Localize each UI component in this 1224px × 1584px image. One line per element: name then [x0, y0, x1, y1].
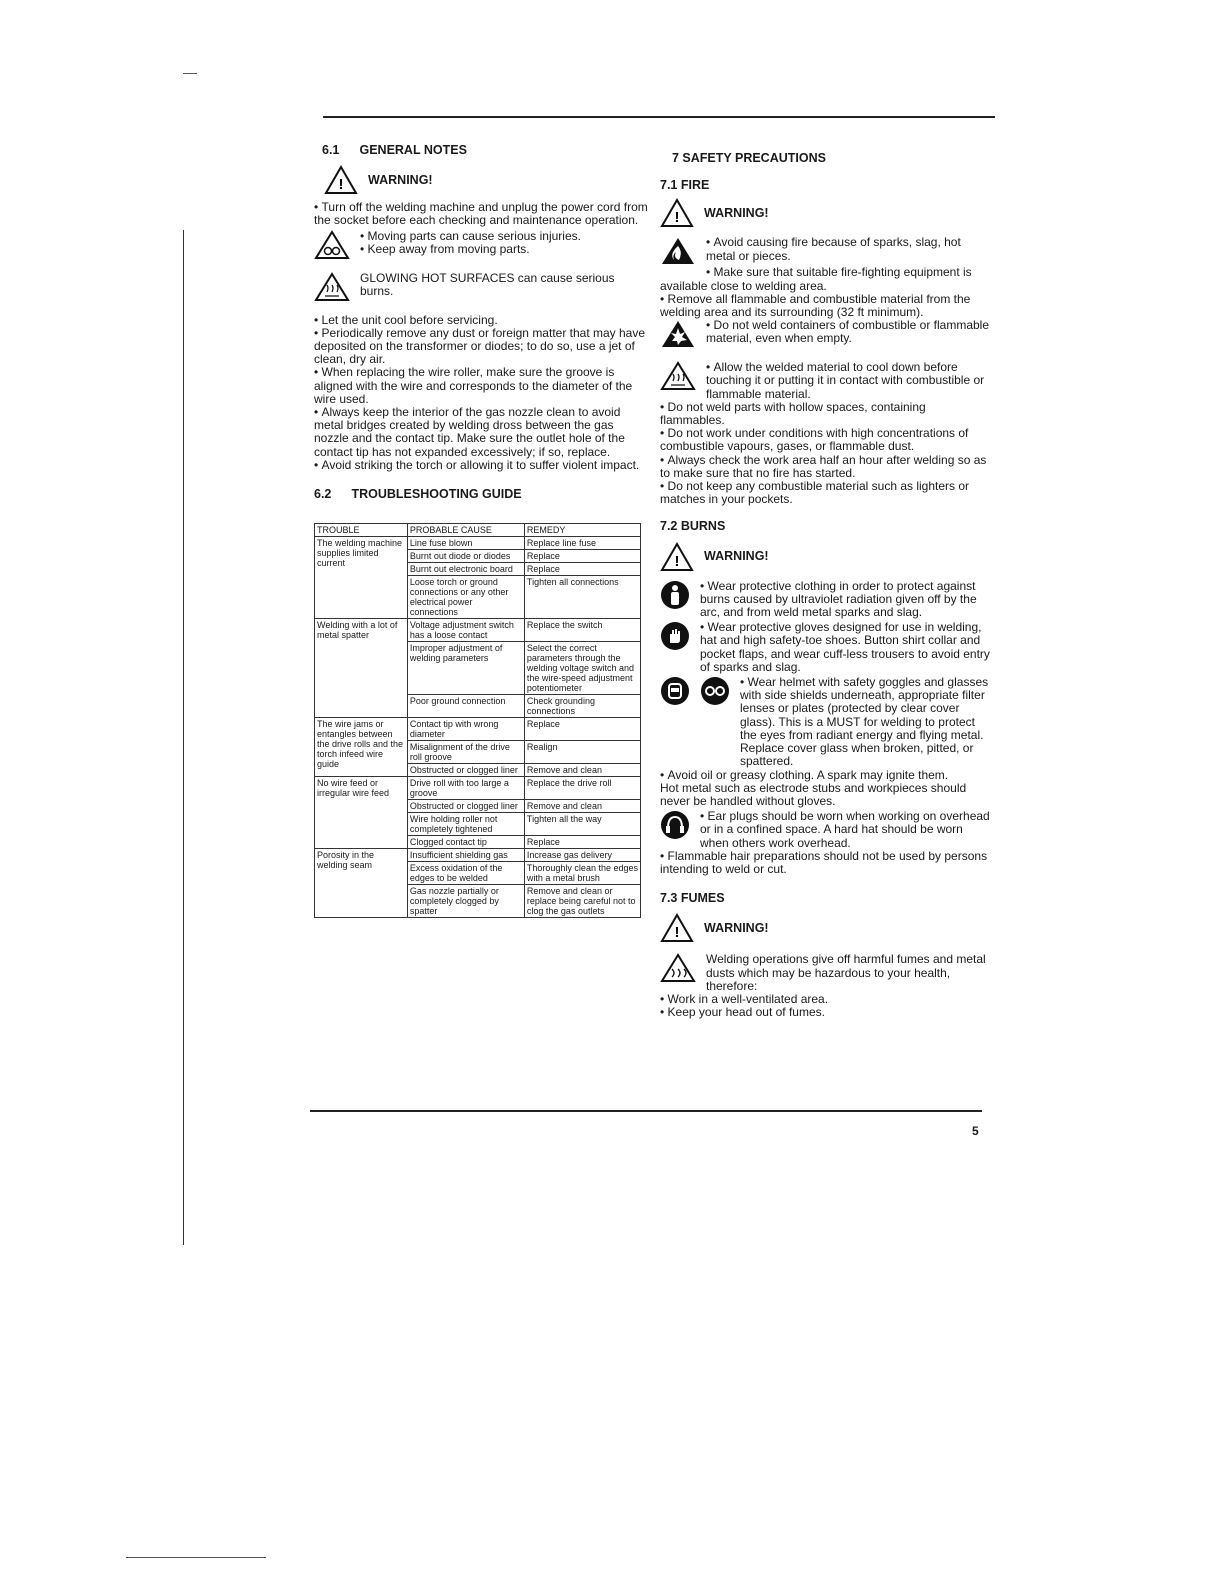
cause-cell: Improper adjustment of welding parameters [407, 642, 524, 695]
warning-triangle-icon [324, 165, 358, 195]
trouble-cell: The wire jams or entangles between the drive rolls and the torch infeed wire guide [315, 718, 408, 777]
remedy-cell: Replace the drive roll [524, 777, 640, 800]
warning-label: WARNING! [704, 205, 769, 220]
text-paragraph: • Do not weld containers of combustible or flammable material, even when empty. [706, 319, 990, 345]
scan-edge [183, 230, 184, 1245]
remedy-cell: Replace [524, 563, 640, 576]
cause-cell: Obstructed or clogged liner [407, 764, 524, 777]
section-title: GENERAL NOTES [359, 143, 467, 157]
right-column [660, 152, 990, 1019]
text-paragraph: • Wear protective clothing in order to protect against burns caused by ultraviolet radiation given off by the arc, and from weld metal sparks and slag. [700, 580, 990, 620]
text-paragraph: • Allow the welded material to cool down before touching it or putting it in contact with combustible or flammable material. [706, 361, 990, 401]
section-title: TROUBLESHOOTING GUIDE [351, 487, 522, 502]
cause-cell: Drive roll with too large a groove [407, 777, 524, 800]
text-paragraph: Hot metal such as electrode stubs and workpieces should never be handled without gloves. [660, 780, 967, 808]
warning-line [660, 913, 990, 943]
text-paragraph: • Periodically remove any dust or foreign matter that may have deposited on the transformer or diodes; to do so, use a jet of clean, dry air. [314, 327, 650, 367]
column-header: PROBABLE CAUSE [407, 524, 524, 537]
text-paragraph: Welding operations give off harmful fumes and metal dusts which may be hazardous to your health, therefore: [706, 952, 986, 993]
cause-cell: Insufficient shielding gas [407, 849, 524, 862]
warning-label: WARNING! [368, 172, 433, 187]
remedy-cell: Replace the switch [524, 619, 640, 642]
table-row [315, 537, 641, 550]
troubleshooting-table [314, 523, 641, 918]
cause-cell: Misalignment of the drive roll groove [407, 741, 524, 764]
section-7-heading: 7 SAFETY PRECAUTIONS [672, 151, 826, 165]
text-paragraph: • Moving parts can cause serious injuries. [360, 230, 650, 243]
text-paragraph: • Keep away from moving parts. [360, 243, 650, 256]
hot-surface-block [314, 272, 650, 302]
text-paragraph: • Make sure that suitable fire-fighting equipment is available close to welding area. [660, 266, 990, 292]
cause-cell: Wire holding roller not completely tightened [407, 813, 524, 836]
page-number: 5 [972, 1124, 979, 1138]
remedy-cell: Increase gas delivery [524, 849, 640, 862]
svg-text:!: ! [674, 552, 680, 570]
table-row [315, 849, 641, 862]
text-paragraph: • Remove all flammable and combustible material from the welding area and its surrounding (32 ft minimum). [660, 293, 990, 319]
remedy-cell: Realign [524, 741, 640, 764]
text-paragraph: • Avoid striking the torch or allowing it to suffer violent impact. [314, 459, 650, 472]
cause-cell: Loose torch or ground connections or any other electrical power connections [407, 576, 524, 619]
warning-triangle-icon [660, 542, 694, 572]
remedy-cell: Remove and clean [524, 764, 640, 777]
section-6-1-heading [322, 144, 650, 157]
cooling-block [660, 361, 990, 401]
protective-clothing-block [660, 580, 990, 620]
text-paragraph: • Always keep the interior of the gas nozzle clean to avoid metal bridges created by welding dross between the gas nozzle and the contact tip. Make sure the outlet hole of the contact tip has not expanded excessively; if so, replace. [314, 406, 650, 459]
moving-parts-hazard-icon [314, 230, 350, 260]
fire-hazard-block [660, 236, 990, 266]
cause-cell: Clogged contact tip [407, 836, 524, 849]
gloves-block [660, 621, 990, 674]
page-mark [183, 73, 197, 74]
cause-cell: Burnt out diode or diodes [407, 550, 524, 563]
helmet-icon [660, 676, 690, 706]
gloves-icon [660, 621, 690, 651]
cause-cell: Gas nozzle partially or completely clogged by spatter [407, 885, 524, 918]
svg-text:!: ! [674, 209, 680, 227]
text-paragraph: • Work in a well-ventilated area. [660, 993, 990, 1006]
text-paragraph: • Wear protective gloves designed for use in welding, hat and high safety-toe shoes. Button shirt collar and pocket flaps, and wear cuff-less trousers to avoid entry of sparks and slag. [700, 621, 990, 674]
fire-hazard-icon [660, 236, 696, 266]
protective-clothing-icon [660, 580, 690, 610]
svg-text:!: ! [338, 176, 344, 194]
cause-cell: Poor ground connection [407, 695, 524, 718]
trouble-cell: No wire feed or irregular wire feed [315, 777, 408, 849]
warning-label: WARNING! [704, 920, 769, 935]
svg-text:!: ! [674, 924, 680, 942]
cause-cell: Line fuse blown [407, 537, 524, 550]
text-paragraph: • Do not keep any combustible material such as lighters or matches in your pockets. [660, 480, 990, 506]
remedy-cell: Replace line fuse [524, 537, 640, 550]
text-paragraph: • Wear helmet with safety goggles and glasses with side shields underneath, appropriate filter lenses or plates (protected by clear cover glass). This is a MUST for welding to protect the eyes from radiant energy and flying metal. Replace cover glass when broken, pitted, or spattered. [740, 676, 990, 768]
remedy-cell: Replace [524, 550, 640, 563]
text-paragraph: • Keep your head out of fumes. [660, 1006, 990, 1019]
top-rule [323, 116, 995, 118]
remedy-cell: Check grounding connections [524, 695, 640, 718]
warning-triangle-icon [660, 913, 694, 943]
trouble-cell: Welding with a lot of metal spatter [315, 619, 408, 718]
text-paragraph: • Flammable hair preparations should not be used by persons intending to weld or cut. [660, 850, 990, 876]
section-7-3-heading: 7.3 FUMES [660, 891, 725, 906]
cause-cell: Contact tip with wrong diameter [407, 718, 524, 741]
remedy-cell: Replace [524, 718, 640, 741]
remedy-cell: Select the correct parameters through the welding voltage switch and the wire-speed adjustment potentiometer [524, 642, 640, 695]
flammable-container-block [660, 319, 990, 349]
remedy-cell: Tighten all the way [524, 813, 640, 836]
fumes-hazard-icon [660, 953, 696, 983]
remedy-cell: Replace [524, 836, 640, 849]
warning-line [660, 542, 990, 572]
helmet-goggles-block [660, 676, 990, 768]
remedy-cell: Remove and clean [524, 800, 640, 813]
cause-cell: Excess oxidation of the edges to be welded [407, 862, 524, 885]
warning-label: WARNING! [704, 549, 769, 564]
text-paragraph: • Do not weld parts with hollow spaces, containing flammables. [660, 401, 990, 427]
text-paragraph: • Turn off the welding machine and unplug the power cord from the socket before each checking and maintenance operation. [314, 201, 650, 227]
fumes-block [660, 953, 990, 993]
ear-protection-icon [660, 810, 690, 840]
remedy-cell: Thoroughly clean the edges with a metal brush [524, 862, 640, 885]
column-header: REMEDY [524, 524, 640, 537]
bottom-rule [310, 1110, 982, 1112]
text-paragraph: • Do not work under conditions with high concentrations of combustible vapours, gases, or flammable dust. [660, 427, 990, 453]
left-column [314, 144, 650, 918]
warning-line [324, 165, 650, 195]
section-7-2-heading: 7.2 BURNS [660, 519, 726, 534]
text-paragraph: • Let the unit cool before servicing. [314, 314, 650, 327]
table-row [315, 777, 641, 800]
cause-cell: Obstructed or clogged liner [407, 800, 524, 813]
warning-line [660, 198, 990, 228]
ear-protection-block [660, 810, 990, 850]
table-row [315, 718, 641, 741]
section-number: 6.1 [322, 143, 340, 157]
warning-triangle-icon [660, 198, 694, 228]
explosion-hazard-icon [660, 319, 696, 349]
moving-parts-block [314, 230, 650, 260]
column-header: TROUBLE [315, 524, 408, 537]
section-number: 6.2 [314, 487, 332, 502]
text-paragraph: • Ear plugs should be worn when working on overhead or in a confined space. A hard hat should be worn when others work overhead. [700, 810, 990, 850]
text-paragraph: • Avoid oil or greasy clothing. A spark may ignite them. [660, 769, 990, 782]
section-6-2-heading [314, 488, 650, 501]
trouble-cell: Porosity in the welding seam [315, 849, 408, 918]
table-header-row [315, 524, 641, 537]
remedy-cell: Tighten all connections [524, 576, 640, 619]
hot-surface-hazard-icon [314, 272, 350, 302]
text-paragraph: GLOWING HOT SURFACES can cause serious burns. [360, 270, 615, 298]
footer-link-line [126, 1557, 266, 1558]
section-7-1-heading: 7.1 FIRE [660, 178, 710, 193]
remedy-cell: Remove and clean or replace being careful not to clog the gas outlets [524, 885, 640, 918]
trouble-cell: The welding machine supplies limited current [315, 537, 408, 619]
cause-cell: Burnt out electronic board [407, 563, 524, 576]
cause-cell: Voltage adjustment switch has a loose contact [407, 619, 524, 642]
goggles-icon [700, 676, 730, 706]
text-paragraph: • When replacing the wire roller, make sure the groove is aligned with the wire and corresponds to the diameter of the wire used. [314, 366, 650, 406]
text-paragraph: • Always check the work area half an hour after welding so as to make sure that no fire has started. [660, 454, 990, 480]
text-paragraph: • Avoid causing fire because of sparks, slag, hot metal or pieces. [706, 236, 990, 262]
table-row [315, 619, 641, 642]
hot-surface-hazard-icon [660, 361, 696, 391]
